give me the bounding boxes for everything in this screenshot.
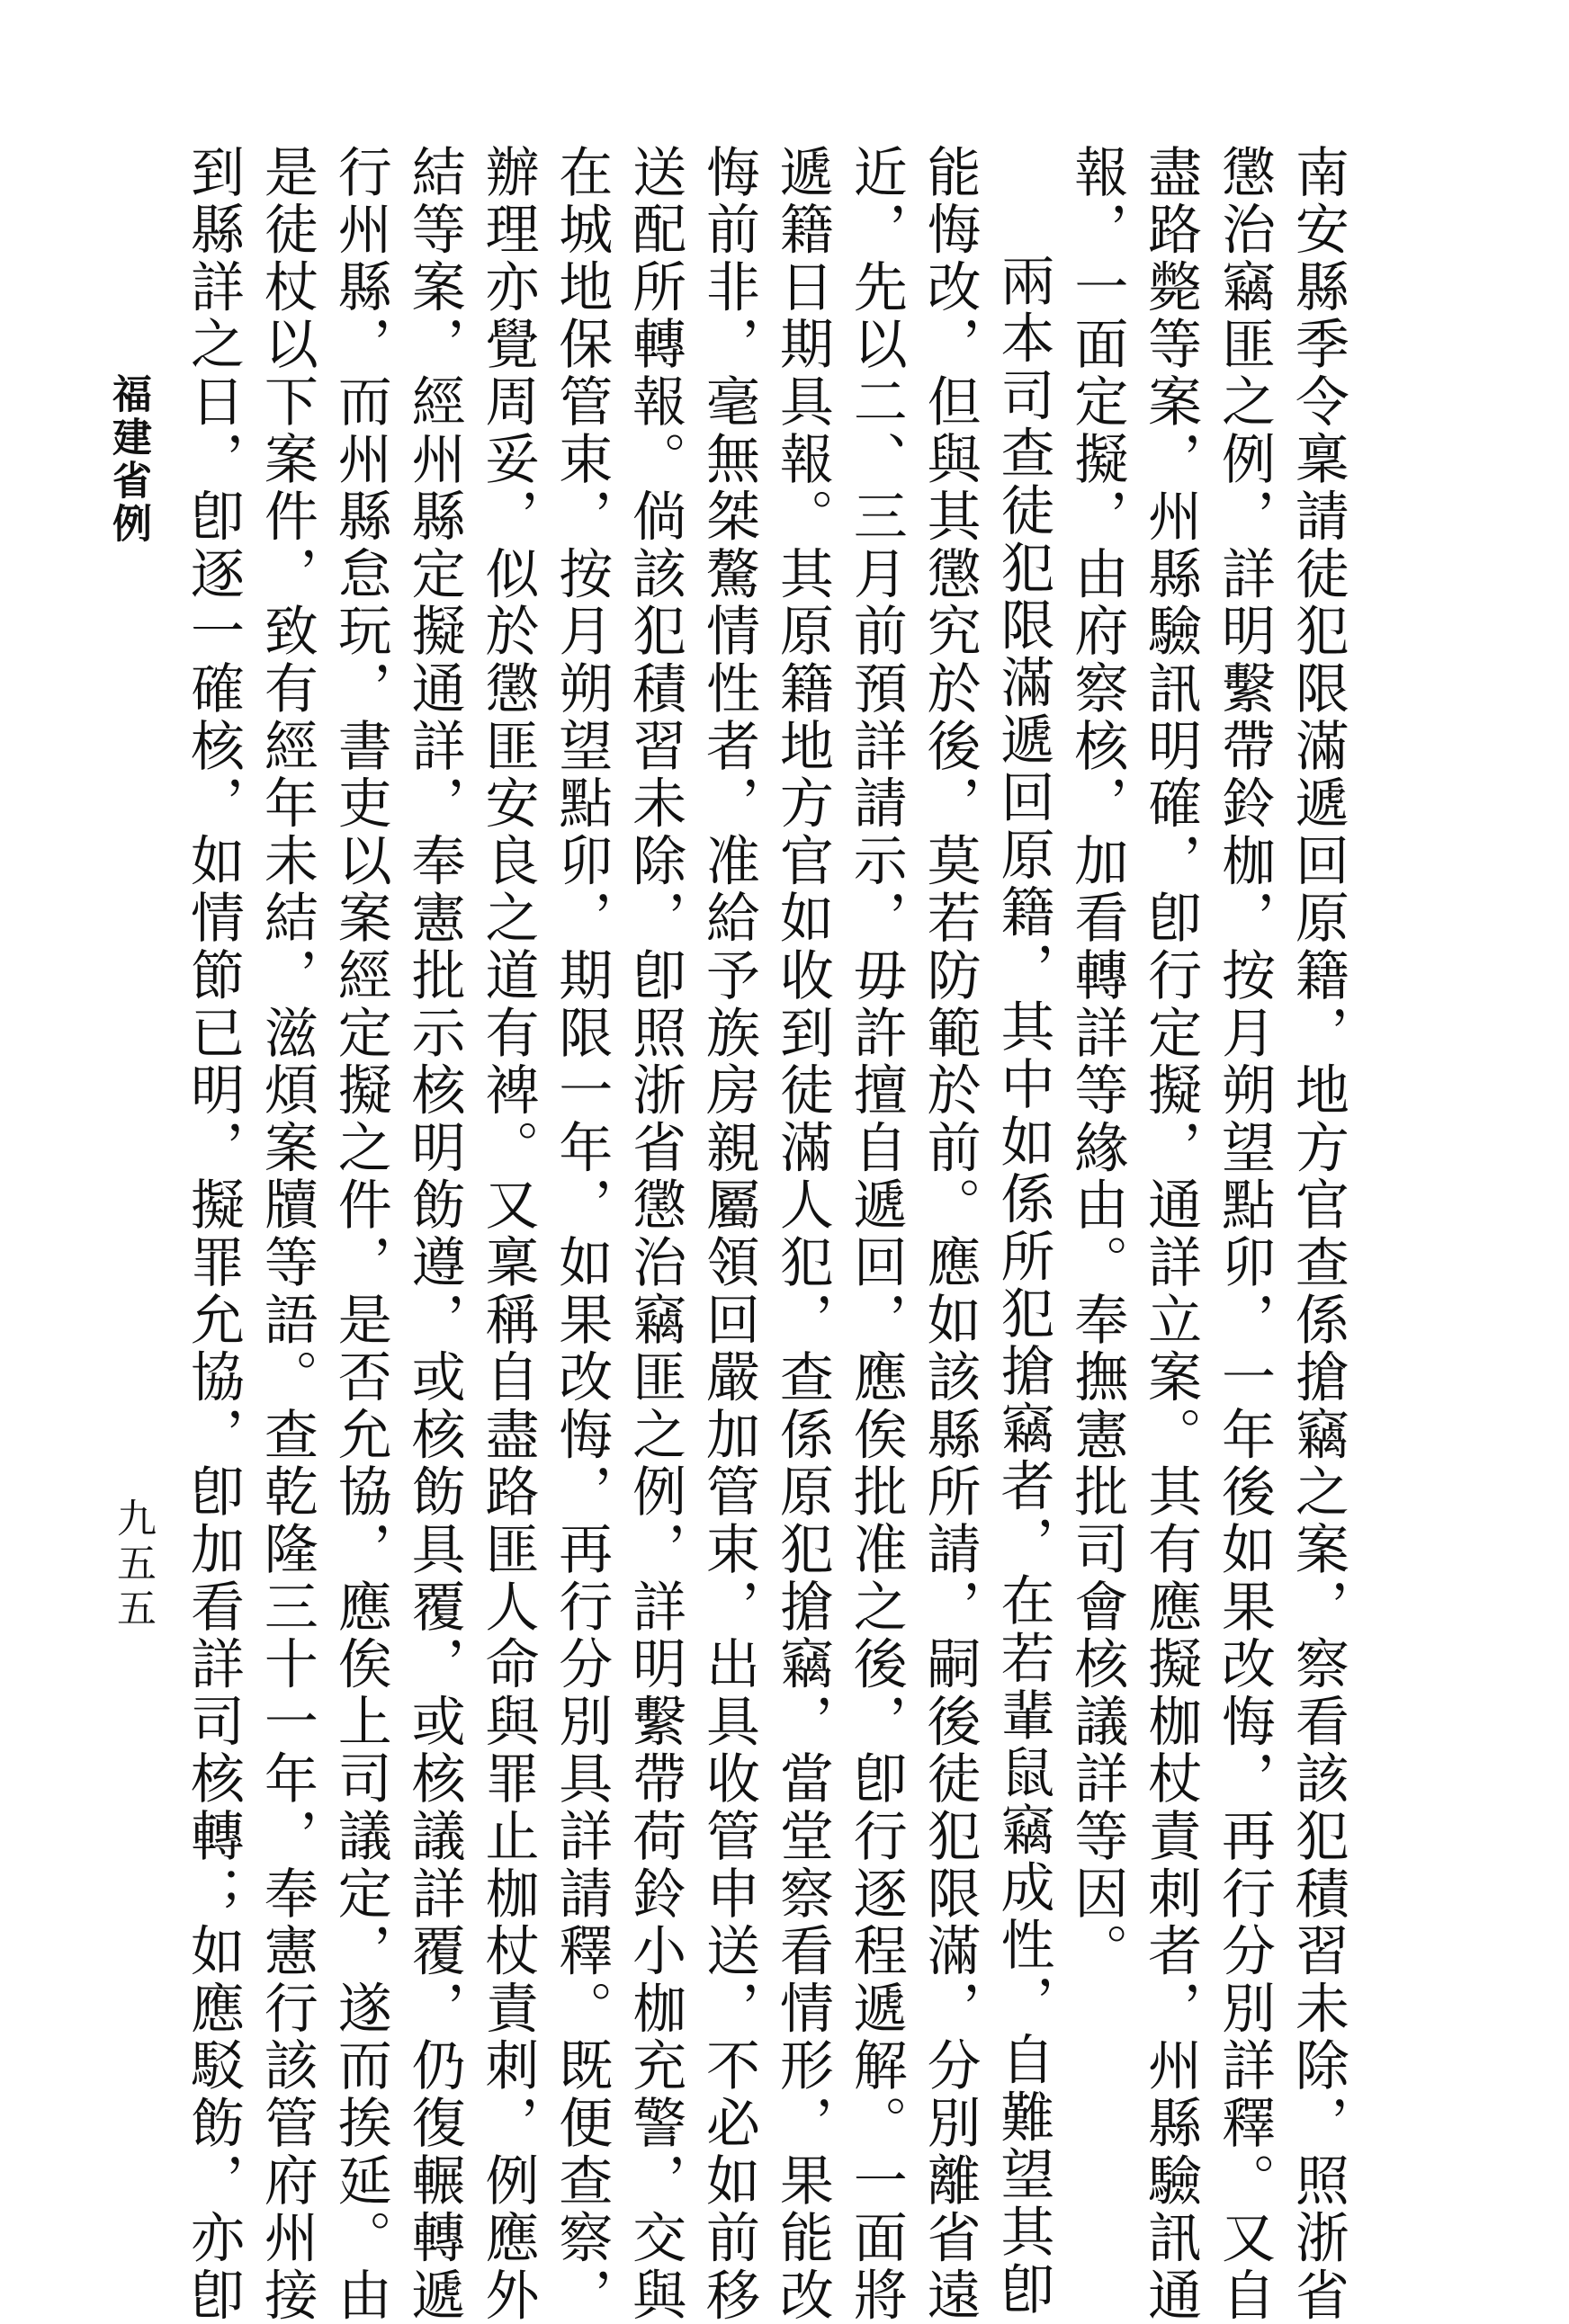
text-column: 在城地保管束，按月朔望點卯，期限一年，如果改悔，再行分別具詳請釋。既便查察， bbox=[550, 144, 614, 2324]
page-number: 九五五 bbox=[110, 1497, 156, 1632]
text-column: 送配所轉報。倘該犯積習未除，卽照浙省懲治竊匪之例，詳明繫帶荷鈴小枷充警，交與 bbox=[623, 144, 687, 2324]
text-column: 報，一面定擬，由府察核，加看轉詳等緣由。奉撫憲批司會核議詳等因。 bbox=[1065, 144, 1129, 1980]
text-column: 悔前非，毫無桀驁情性者，准給予族房親屬領回嚴加管束，出具收管申送，不必如前移 bbox=[697, 144, 761, 2324]
text-column: 近，先以二、三月前預詳請示，毋許擅自遞回，應俟批准之後，卽行逐程遞解。一面將 bbox=[844, 144, 908, 2324]
text-column: 辦理亦覺周妥，似於懲匪安良之道有裨。又稟稱自盡路匪人命與罪止枷杖責刺，例應外 bbox=[476, 144, 540, 2324]
body-text bbox=[182, 144, 1349, 2324]
text-column: 是徒杖以下案件，致有經年未結，滋煩案牘等語。查乾隆三十一年，奉憲行該管府州接 bbox=[255, 144, 318, 2324]
text-column: 到縣詳之日，卽逐一確核，如情節已明，擬罪允協，卽加看詳司核轉；如應駁飭，亦卽 bbox=[182, 144, 245, 2324]
text-column: 懲治竊匪之例，詳明繫帶鈴枷，按月朔望點卯，一年後如果改悔，再行分別詳釋。又自 bbox=[1213, 144, 1277, 2324]
running-title: 福建省例 bbox=[105, 373, 151, 546]
text-column: 能悔改，但與其懲究於後，莫若防範於前。應如該縣所請，嗣後徒犯限滿，分別離省遠 bbox=[918, 144, 982, 2324]
text-column: 南安縣季令稟請徒犯限滿遞回原籍，地方官查係搶竊之案，察看該犯積習未除，照浙省 bbox=[1286, 144, 1349, 2324]
text-column: 行州縣，而州縣怠玩，書吏以案經定擬之件，是否允協，應俟上司議定，遂而挨延。由 bbox=[328, 144, 392, 2324]
text-column: 兩本司查徒犯限滿遞回原籍，其中如係所犯搶竊者，在若輩鼠竊成性，自難望其卽 bbox=[991, 253, 1055, 2319]
text-column: 盡路斃等案，州縣驗訊明確，卽行定擬，通詳立案。其有應擬枷杖責刺者，州縣驗訊通 bbox=[1139, 144, 1203, 2324]
text-column: 遞籍日期具報。其原籍地方官如收到徒滿人犯，查係原犯搶竊，當堂察看情形，果能改 bbox=[770, 144, 834, 2324]
text-column: 結等案，經州縣定擬通詳，奉憲批示核明飭遵，或核飭具覆，或核議詳覆，仍復輾轉遞 bbox=[402, 144, 466, 2324]
